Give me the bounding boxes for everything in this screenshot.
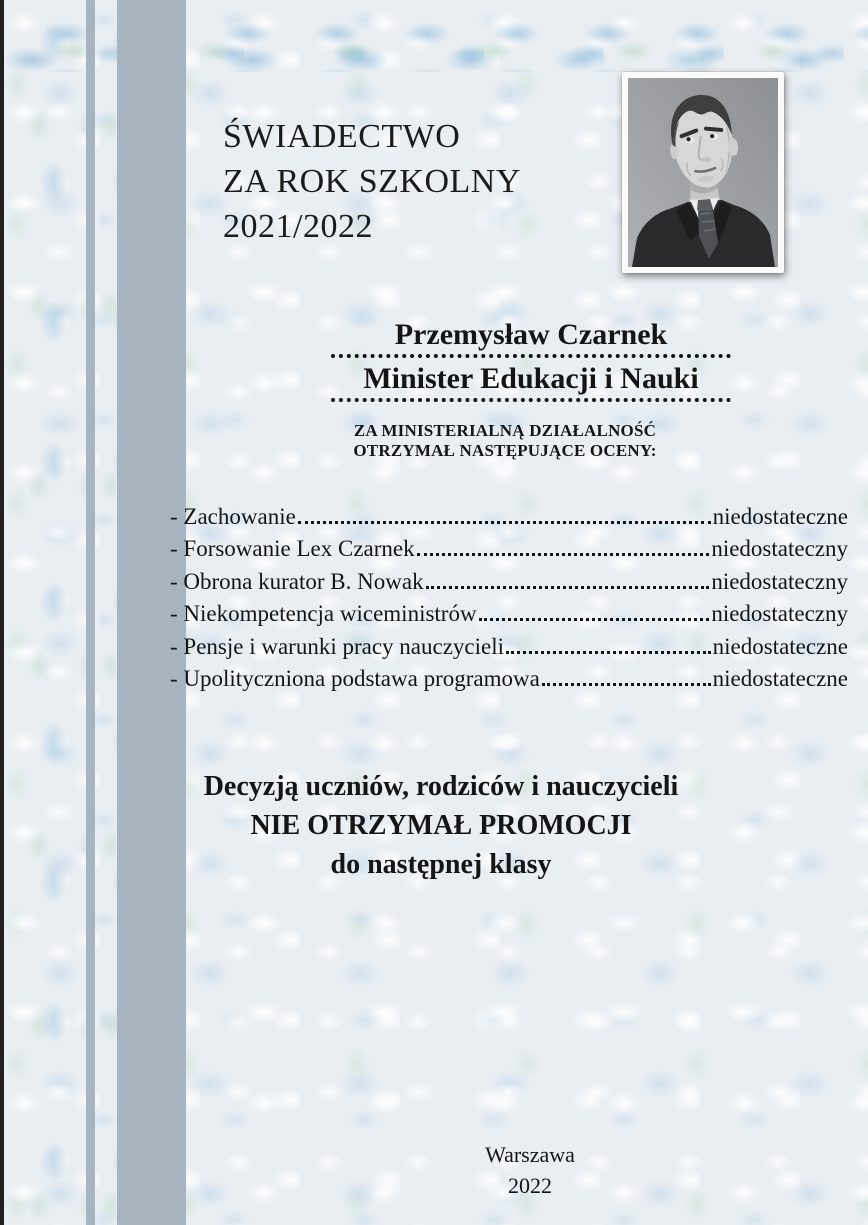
recipient-role: Minister Edukacji i Nauki bbox=[331, 362, 731, 402]
issue-city: Warszawa bbox=[485, 1142, 575, 1167]
grade-value: niedostateczny bbox=[711, 536, 848, 561]
vertical-stripe-thin bbox=[86, 0, 95, 1225]
dotted-leader bbox=[417, 553, 710, 556]
grade-value: niedostateczne bbox=[712, 633, 848, 659]
grade-value: niedostateczne bbox=[712, 503, 848, 529]
dotted-leader bbox=[426, 586, 710, 589]
grade-row bbox=[170, 595, 848, 628]
issue-year: 2022 bbox=[508, 1173, 552, 1198]
portrait-photo bbox=[622, 72, 784, 273]
grade-row bbox=[170, 497, 848, 530]
dotted-leader bbox=[298, 521, 711, 524]
recipient-block bbox=[331, 318, 731, 402]
decision-line-2: NIE OTRZYMAŁ PROMOCJI bbox=[250, 810, 632, 841]
decision-line-3: do następnej klasy bbox=[330, 849, 552, 880]
grade-label: - Upolityczniona podstawa programowa bbox=[170, 666, 540, 691]
grade-row bbox=[170, 660, 848, 693]
grade-value: niedostateczny bbox=[711, 601, 848, 626]
grades-heading bbox=[142, 421, 868, 461]
grades-heading-line-2: OTRZYMAŁ NASTĘPUJĄCE OCENY: bbox=[353, 441, 657, 460]
grade-label: - Pensje i warunki pracy nauczycieli bbox=[170, 633, 505, 659]
grade-label: - Zachowanie bbox=[170, 503, 296, 529]
title-line-2: ZA ROK SZKOLNY bbox=[223, 163, 521, 200]
grade-value: niedostateczne bbox=[712, 666, 848, 691]
grade-label: - Obrona kurator B. Nowak bbox=[170, 568, 424, 594]
title-line-1: ŚWIADECTWO bbox=[223, 118, 461, 155]
grade-value: niedostateczny bbox=[711, 568, 848, 594]
grade-label: - Forsowanie Lex Czarnek bbox=[170, 536, 415, 561]
dotted-leader bbox=[506, 651, 711, 654]
grade-row bbox=[170, 530, 848, 563]
grade-label: - Niekompetencja wiceministrów bbox=[170, 601, 477, 626]
dotted-leader bbox=[542, 683, 711, 686]
portrait-photo-graphic bbox=[628, 78, 778, 267]
issue-place-and-year bbox=[380, 1139, 680, 1201]
recipient-name: Przemysław Czarnek bbox=[331, 318, 731, 358]
grade-row bbox=[170, 562, 848, 595]
decision-block bbox=[150, 767, 732, 884]
decision-line-1: Decyzją uczniów, rodziców i nauczycieli bbox=[203, 771, 679, 802]
certificate-title bbox=[223, 114, 521, 249]
dotted-leader bbox=[479, 618, 710, 621]
grade-row bbox=[170, 627, 848, 660]
page-left-edge bbox=[0, 0, 4, 1225]
pattern-column-left bbox=[24, 0, 86, 1225]
pattern-column-mid bbox=[96, 0, 117, 1225]
title-line-3: 2021/2022 bbox=[223, 208, 373, 245]
grades-heading-line-1: ZA MINISTERIALNĄ DZIAŁALNOŚĆ bbox=[353, 421, 657, 440]
grades-list bbox=[170, 497, 848, 692]
